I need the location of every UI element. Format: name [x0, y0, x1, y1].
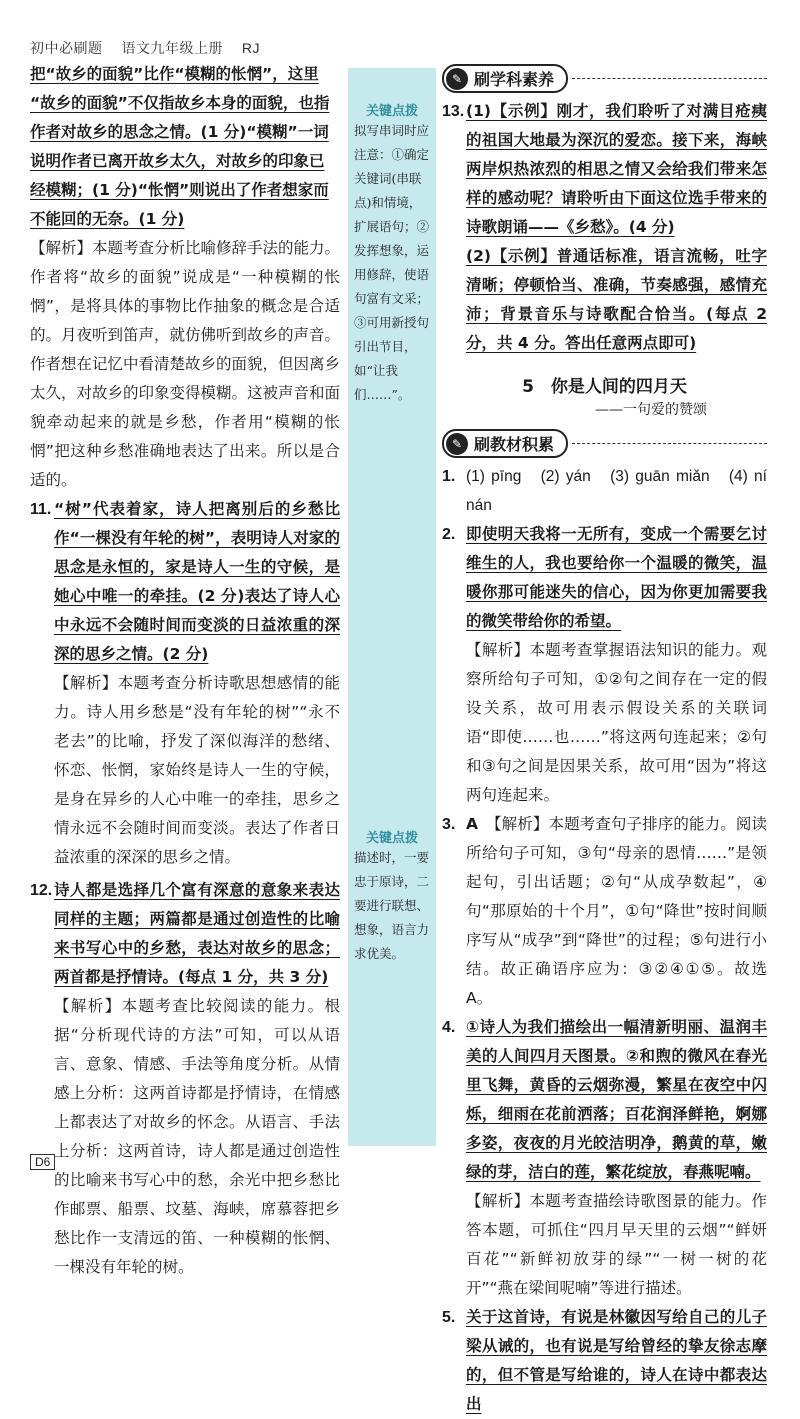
section-title: 刷教材积累 — [474, 435, 555, 454]
question-answer: (1)【示例】刚才，我们聆听了对满目疮痍的祖国大地最为深沉的爱恋。接下来，海峡两岸炽热浓烈的相思之情又会给我们带来怎样的感动呢？请聆听由下面这位选手带来的诗歌朗诵——《乡愁》。(4 分) — [466, 102, 767, 236]
question-answer: ①诗人为我们描绘出一幅清新明丽、温润丰美的人间四月天图景。②和煦的微风在春光里飞舞，黄昏的云烟弥漫，繁星在夜空中闪烁，细雨在花前洒落；百花润泽鲜艳，婀娜多姿，夜夜的月光皎洁明净，鹅黄的草，嫩绿的芽，洁白的莲，繁花绽放，春燕呢喃。 — [466, 1018, 767, 1181]
note-title: 关键点拨 — [365, 831, 418, 846]
question-answer: “树”代表着家，诗人把离别后的乡愁比作“一棵没有年轮的树”，表明诗人对家的思念是永恒的，家是诗人一生的守候，是她心中唯一的牵挂。(2 分)表达了诗人心中永远不会随时间而变淡的日益浓重的深深的思乡之情。(2 分) — [54, 500, 340, 663]
question-analysis: 【解析】本题考查描绘诗歌图景的能力。作答本题，可抓住“四月早天里的云烟”“鲜妍百花”“新鲜初放芽的绿”“一树一树的花开”“燕在梁间呢喃”等进行描述。 — [466, 1192, 767, 1297]
question-answer: 关于这首诗，有说是林徽因写给自己的儿子梁从诫的，也有说是写给曾经的挚友徐志摩的，但不管是写给谁的，诗人在诗中都表达出 — [466, 1308, 767, 1413]
section-title: 刷学科素养 — [474, 70, 555, 89]
question-number: 12. — [30, 882, 53, 899]
page-header — [30, 38, 274, 58]
question-number: 13. — [442, 103, 465, 120]
right-column — [442, 60, 767, 1419]
question-number: 1. — [442, 468, 456, 485]
question-answer: 即使明天我将一无所有，变成一个需要乞讨维生的人，我也要给你一个温暖的微笑，温暖你那可能迷失的信心，因为你更加需要我的微笑带给你的希望。 — [466, 525, 767, 630]
question-1 — [442, 462, 767, 520]
side-notes — [348, 68, 436, 1146]
pen-icon: ✎ — [446, 68, 468, 90]
question-number: 4. — [442, 1019, 456, 1036]
section-header — [442, 64, 767, 93]
question-answer: A — [466, 815, 478, 833]
question-answer: (2)【示例】普通话标准，语言流畅，吐字清晰；停顿恰当、准确，节奏感强，感情充沛；背景音乐与诗歌配合恰当。(每点 2 分，共 4 分。答出任意两点即可) — [466, 247, 767, 352]
intro-line: “故乡的面貌”不仅指故乡本身的面貌，也指 — [30, 94, 330, 112]
question-analysis: 【解析】本题考查掌握语法知识的能力。观察所给句子可知，①②句之间存在一定的假设关系，故可用表示假设关系的关联词语“即使……也……”将这两句连起来；②句和③句之间是因果关系，故可用“因为”将这两句连起来。 — [466, 641, 767, 804]
question-4 — [442, 1013, 767, 1303]
series-name: 初中必刷题 — [30, 41, 103, 57]
note-text: 拟写串词时应注意：①确定关键词(串联点)和情境，扩展语句；②发挥想象，运用修辞，使语句富有文采；③可用新授句引出节目，如“让我们……”。 — [354, 123, 430, 402]
question-analysis: 【解析】本题考查分析诗歌思想感情的能力。诗人用乡愁是“没有年轮的树”“永不老去”的比喻，抒发了深似海洋的愁绪、怀恋、怅惘，家始终是诗人一生的守候，是身在异乡的人心中唯一的牵挂，思乡之情永远不会随时间而变淡。表达了作者日益浓重的深深的思乡之情。 — [54, 674, 340, 866]
question-answer: 诗人都是选择几个富有深意的意象来表达同样的主题；两篇都是通过创造性的比喻来书写心中的乡愁，表达对故乡的思念；两首都是抒情诗。(每点 1 分，共 3 分) — [54, 881, 340, 986]
question-11 — [30, 495, 340, 872]
note-title: 关键点拨 — [365, 104, 418, 119]
page-number: D6 — [30, 1154, 55, 1170]
intro-line: 不能回的无奈。(1 分) — [30, 210, 185, 228]
intro-line: 作者对故乡的思念之情。(1 分)“模糊”一词 — [30, 123, 329, 141]
intro-line: 说明作者已离开故乡太久，对故乡的印象已 — [30, 152, 325, 170]
question-13 — [442, 97, 767, 358]
question-number: 2. — [442, 526, 456, 543]
note-text: 描述时，一要忠于原诗，二要进行联想、想象，语言力求优美。 — [354, 850, 430, 961]
section-header — [442, 429, 767, 458]
question-12 — [30, 876, 340, 1282]
intro-analysis: 【解析】本题考查分析比喻修辞手法的能力。作者将“故乡的面貌”说成是“一种模糊的怅惘”，是将具体的事物比作抽象的概念是合适的。月夜听到笛声，就仿佛听到故乡的声音。作者想在记忆中看清楚故乡的面貌，但因离乡太久，对故乡的印象变得模糊。这被声音和面貌牵动起来的就是乡愁，作者用“模糊的怅惘”把这种乡愁准确地表达了出来。所以是合适的。 — [30, 239, 341, 489]
left-column — [30, 60, 340, 1282]
question-analysis: 【解析】本题考查句子排序的能力。阅读所给句子可知，③句“母亲的恩情……”是领起句，引出话题；②句“从成孕数起”，④句“那原始的十个月”，①句“降世”按时间顺序写从“成孕”到“降世”的过程；⑤句进行小结。故正确语序应为：③②④①⑤。故选 A。 — [466, 815, 767, 1007]
question-number: 11. — [30, 501, 52, 518]
edition-label: RJ — [241, 40, 261, 56]
intro-line: 把“故乡的面貌”比作“模糊的怅惘”，这里 — [30, 65, 319, 83]
intro-line: 经模糊；(1 分)“怅惘”则说出了作者想家而 — [30, 181, 329, 199]
question-3 — [442, 810, 767, 1013]
lesson-subtitle: ——一句爱的赞颂 — [595, 402, 707, 418]
question-answer: (1) pīng (2) yán (3) guān miǎn (4) ní nán — [466, 468, 767, 514]
question-2 — [442, 520, 767, 810]
question-number: 3. — [442, 816, 456, 833]
question-5 — [442, 1303, 767, 1419]
question-number: 5. — [442, 1309, 456, 1326]
pen-icon: ✎ — [446, 433, 468, 455]
lesson-title: 5 你是人间的四月天 — [522, 377, 687, 397]
question-analysis: 【解析】本题考查比较阅读的能力。根据“分析现代诗的方法”可知，可以从语言、意象、情感、手法等角度分析。从情感上分析：这两首诗都是抒情诗，在情感上都表达了对故乡的怀念。从语言、手法上分析：这两首诗，诗人都是通过创造性的比喻来书写心中的愁，余光中把乡愁比作邮票、船票、坟墓、海峡，席慕蓉把乡愁比作一支清远的笛、一种模糊的怅惘、一棵没有年轮的树。 — [54, 997, 340, 1276]
subject-name: 语文九年级上册 — [121, 41, 223, 57]
